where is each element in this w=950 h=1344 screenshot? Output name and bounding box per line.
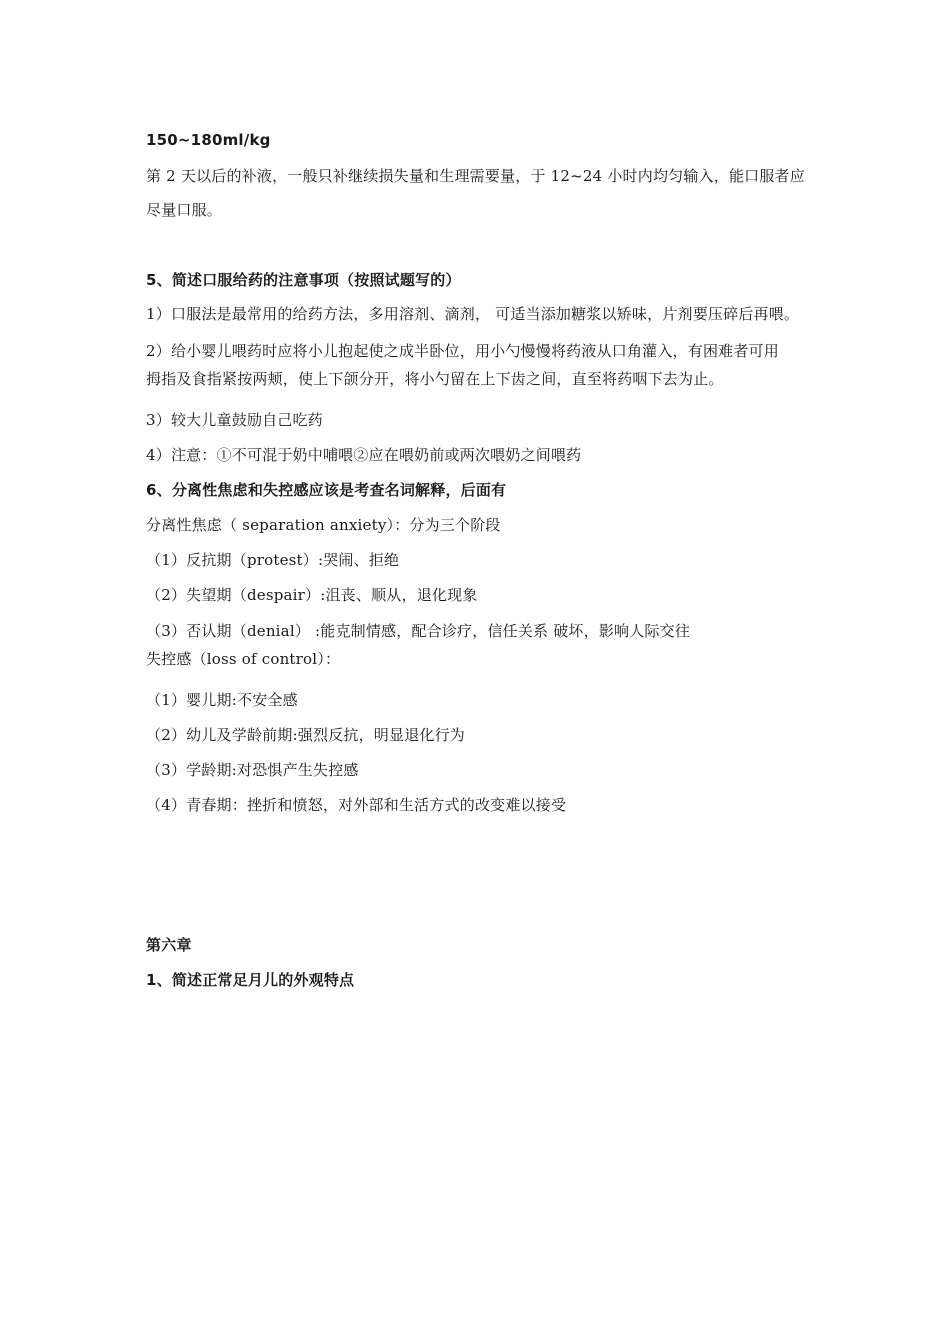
loss-of-control-intro: 失控感（loss of control）： [146,650,341,668]
separation-stage-3: （3）否认期（denial） :能克制情感，配合诊疗，信任关系 破坏，影响人际交往 [146,622,691,640]
paragraph-day2-line1: 第 2 天以后的补液，一般只补继续损失量和生理需要量，于 12~24 小时内均匀输入，能口服者应 [146,167,805,185]
section5-heading: 5、简述口服给药的注意事项（按照试题写的） [146,271,461,289]
section6-heading: 6、分离性焦虑和失控感应该是考查名词解释，后面有 [146,481,507,499]
control-stage-4: （4）青春期：挫折和愤怒，对外部和生活方式的改变难以接受 [146,796,567,814]
section5-item2-line2: 拇指及食指紧按两颊，使上下颌分开，将小勺留在上下齿之间，直至将药咽下去为止。 [146,370,724,388]
section5-item3: 3）较大儿童鼓励自己吃药 [146,411,323,429]
paragraph-day2-line2: 尽量口服。 [146,201,223,219]
separation-anxiety-intro: 分离性焦虑（ separation anxiety）：分为三个阶段 [146,516,501,534]
control-stage-3: （3）学龄期:对恐惧产生失控感 [146,761,359,779]
dosage-text: 150~180ml/kg [146,131,271,149]
chapter6-question1: 1、简述正常足月儿的外观特点 [146,971,355,989]
separation-stage-2: （2）失望期（despair）:沮丧、顺从，退化现象 [146,586,478,604]
separation-stage-1: （1）反抗期（protest）:哭闹、拒绝 [146,551,400,569]
section5-item2-line1: 2）给小婴儿喂药时应将小儿抱起使之成半卧位，用小勺慢慢将药液从口角灌入，有困难者可用 [146,342,779,360]
chapter6-title: 第六章 [146,936,192,954]
section5-item4: 4）注意：①不可混于奶中哺喂②应在喂奶前或两次喂奶之间喂药 [146,446,582,464]
section5-item1: 1）口服法是最常用的给药方法，多用溶剂、滴剂， 可适当添加糖浆以矫味，片剂要压碎后再喂。 [146,305,800,323]
control-stage-2: （2）幼儿及学龄前期:强烈反抗，明显退化行为 [146,726,465,744]
control-stage-1: （1）婴儿期:不安全感 [146,691,298,709]
